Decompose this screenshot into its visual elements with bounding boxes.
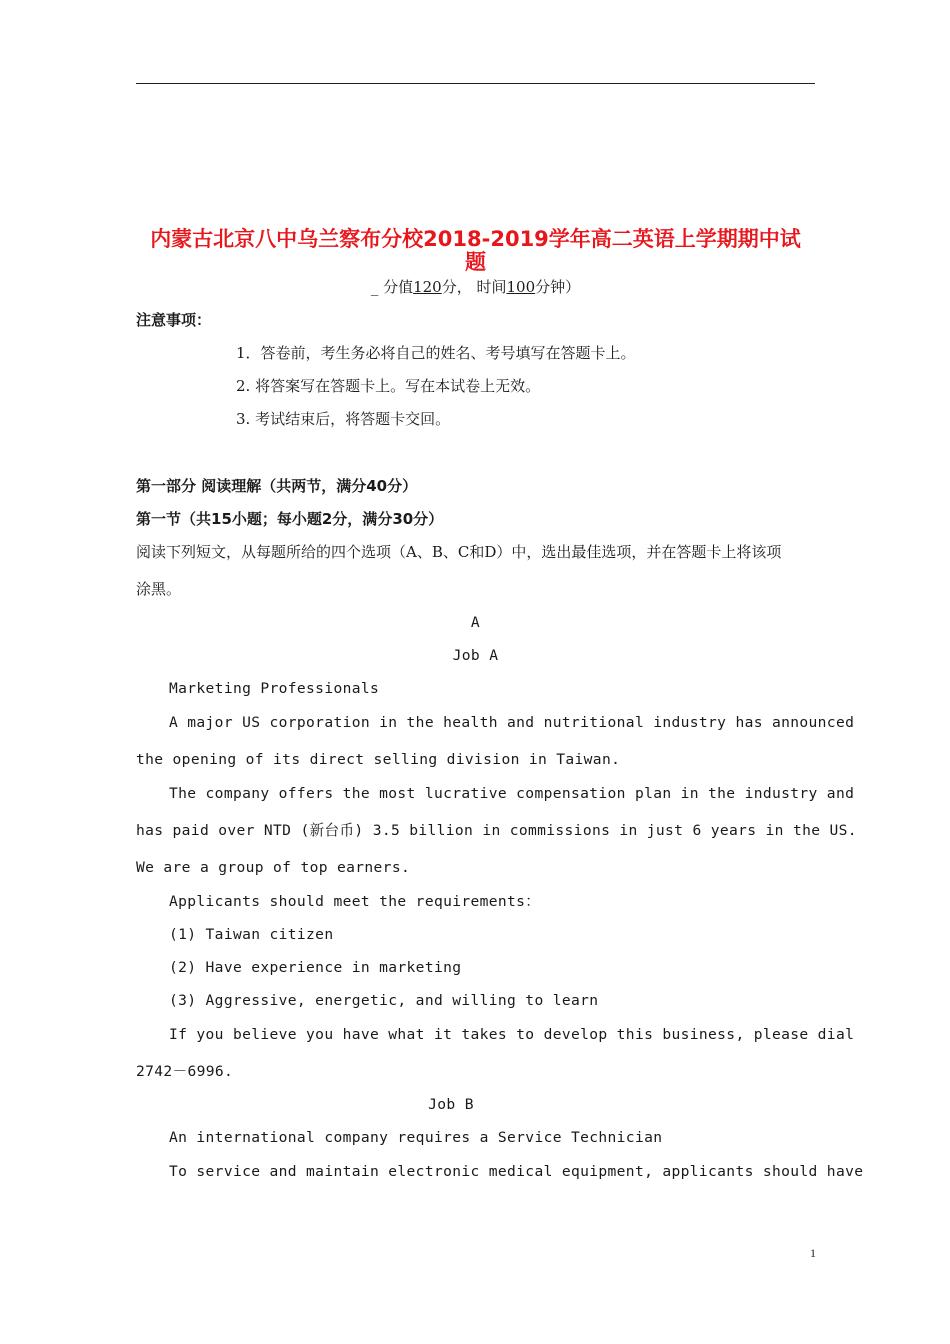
notice-item-2: 2. 将答案写在答题卡上。写在本试卷上无效。 (236, 377, 541, 395)
page-number: 1 (810, 1246, 816, 1260)
job-a-line: (2) Have experience in marketing (169, 959, 462, 976)
notice-item-3: 3. 考试结束后，将答题卡交回。 (236, 410, 451, 428)
job-a-line: Marketing Professionals (169, 680, 380, 697)
job-a-line: 2742－6996. (136, 1063, 234, 1080)
score-mid: 分， 时间 (441, 278, 507, 296)
job-a-line: The company offers the most lucrative compensation plan in the industry and (169, 785, 855, 802)
job-a-line: A major US corporation in the health and nutritional industry has announced (169, 714, 855, 731)
score-total: 120 (413, 278, 442, 296)
notice-item-1: 1．答卷前，考生务必将自己的姓名、考号填写在答题卡上。 (236, 344, 636, 362)
job-b-line: To service and maintain electronic medical equipment, applicants should have (169, 1163, 864, 1180)
exam-title-line-1: 内蒙古北京八中乌兰察布分校2018-2019学年高二英语上学期期中试 (150, 227, 801, 251)
section-heading: 第一节（共15小题；每小题2分，满分30分） (136, 510, 444, 528)
instruction-line-2: 涂黑。 (136, 580, 182, 598)
job-a-heading: Job A (452, 647, 499, 664)
job-a-line: (3) Aggressive, energetic, and willing to learn (169, 992, 599, 1009)
job-a-line: the opening of its direct selling division in Taiwan. (136, 751, 621, 768)
job-a-line: We are a group of top earners. (136, 859, 411, 876)
job-b-heading: Job B (428, 1096, 474, 1113)
score-suffix: 分钟） (535, 278, 581, 296)
part-heading: 第一部分 阅读理解（共两节，满分40分） (136, 477, 418, 495)
instruction-line-1: 阅读下列短文，从每题所给的四个选项（A、B、C和D）中，选出最佳选项，并在答题卡上将该项 (136, 543, 782, 561)
passage-label: A (470, 614, 481, 631)
notice-heading: 注意事项： (136, 311, 212, 329)
job-b-line: An international company requires a Service Technician (169, 1129, 663, 1146)
exam-title-line-2: 题 (465, 250, 486, 274)
score-time-line (136, 276, 815, 298)
job-a-line: (1) Taiwan citizen (169, 926, 334, 943)
header-rule (136, 83, 815, 84)
score-prefix: _ 分值 (370, 278, 414, 296)
time-minutes: 100 (506, 278, 536, 296)
job-a-line: Applicants should meet the requirements： (169, 893, 541, 910)
job-a-line: has paid over NTD (新台币) 3.5 billion in commissions in just 6 years in the US. (136, 822, 857, 839)
job-a-line: If you believe you have what it takes to develop this business, please dial (169, 1026, 855, 1043)
